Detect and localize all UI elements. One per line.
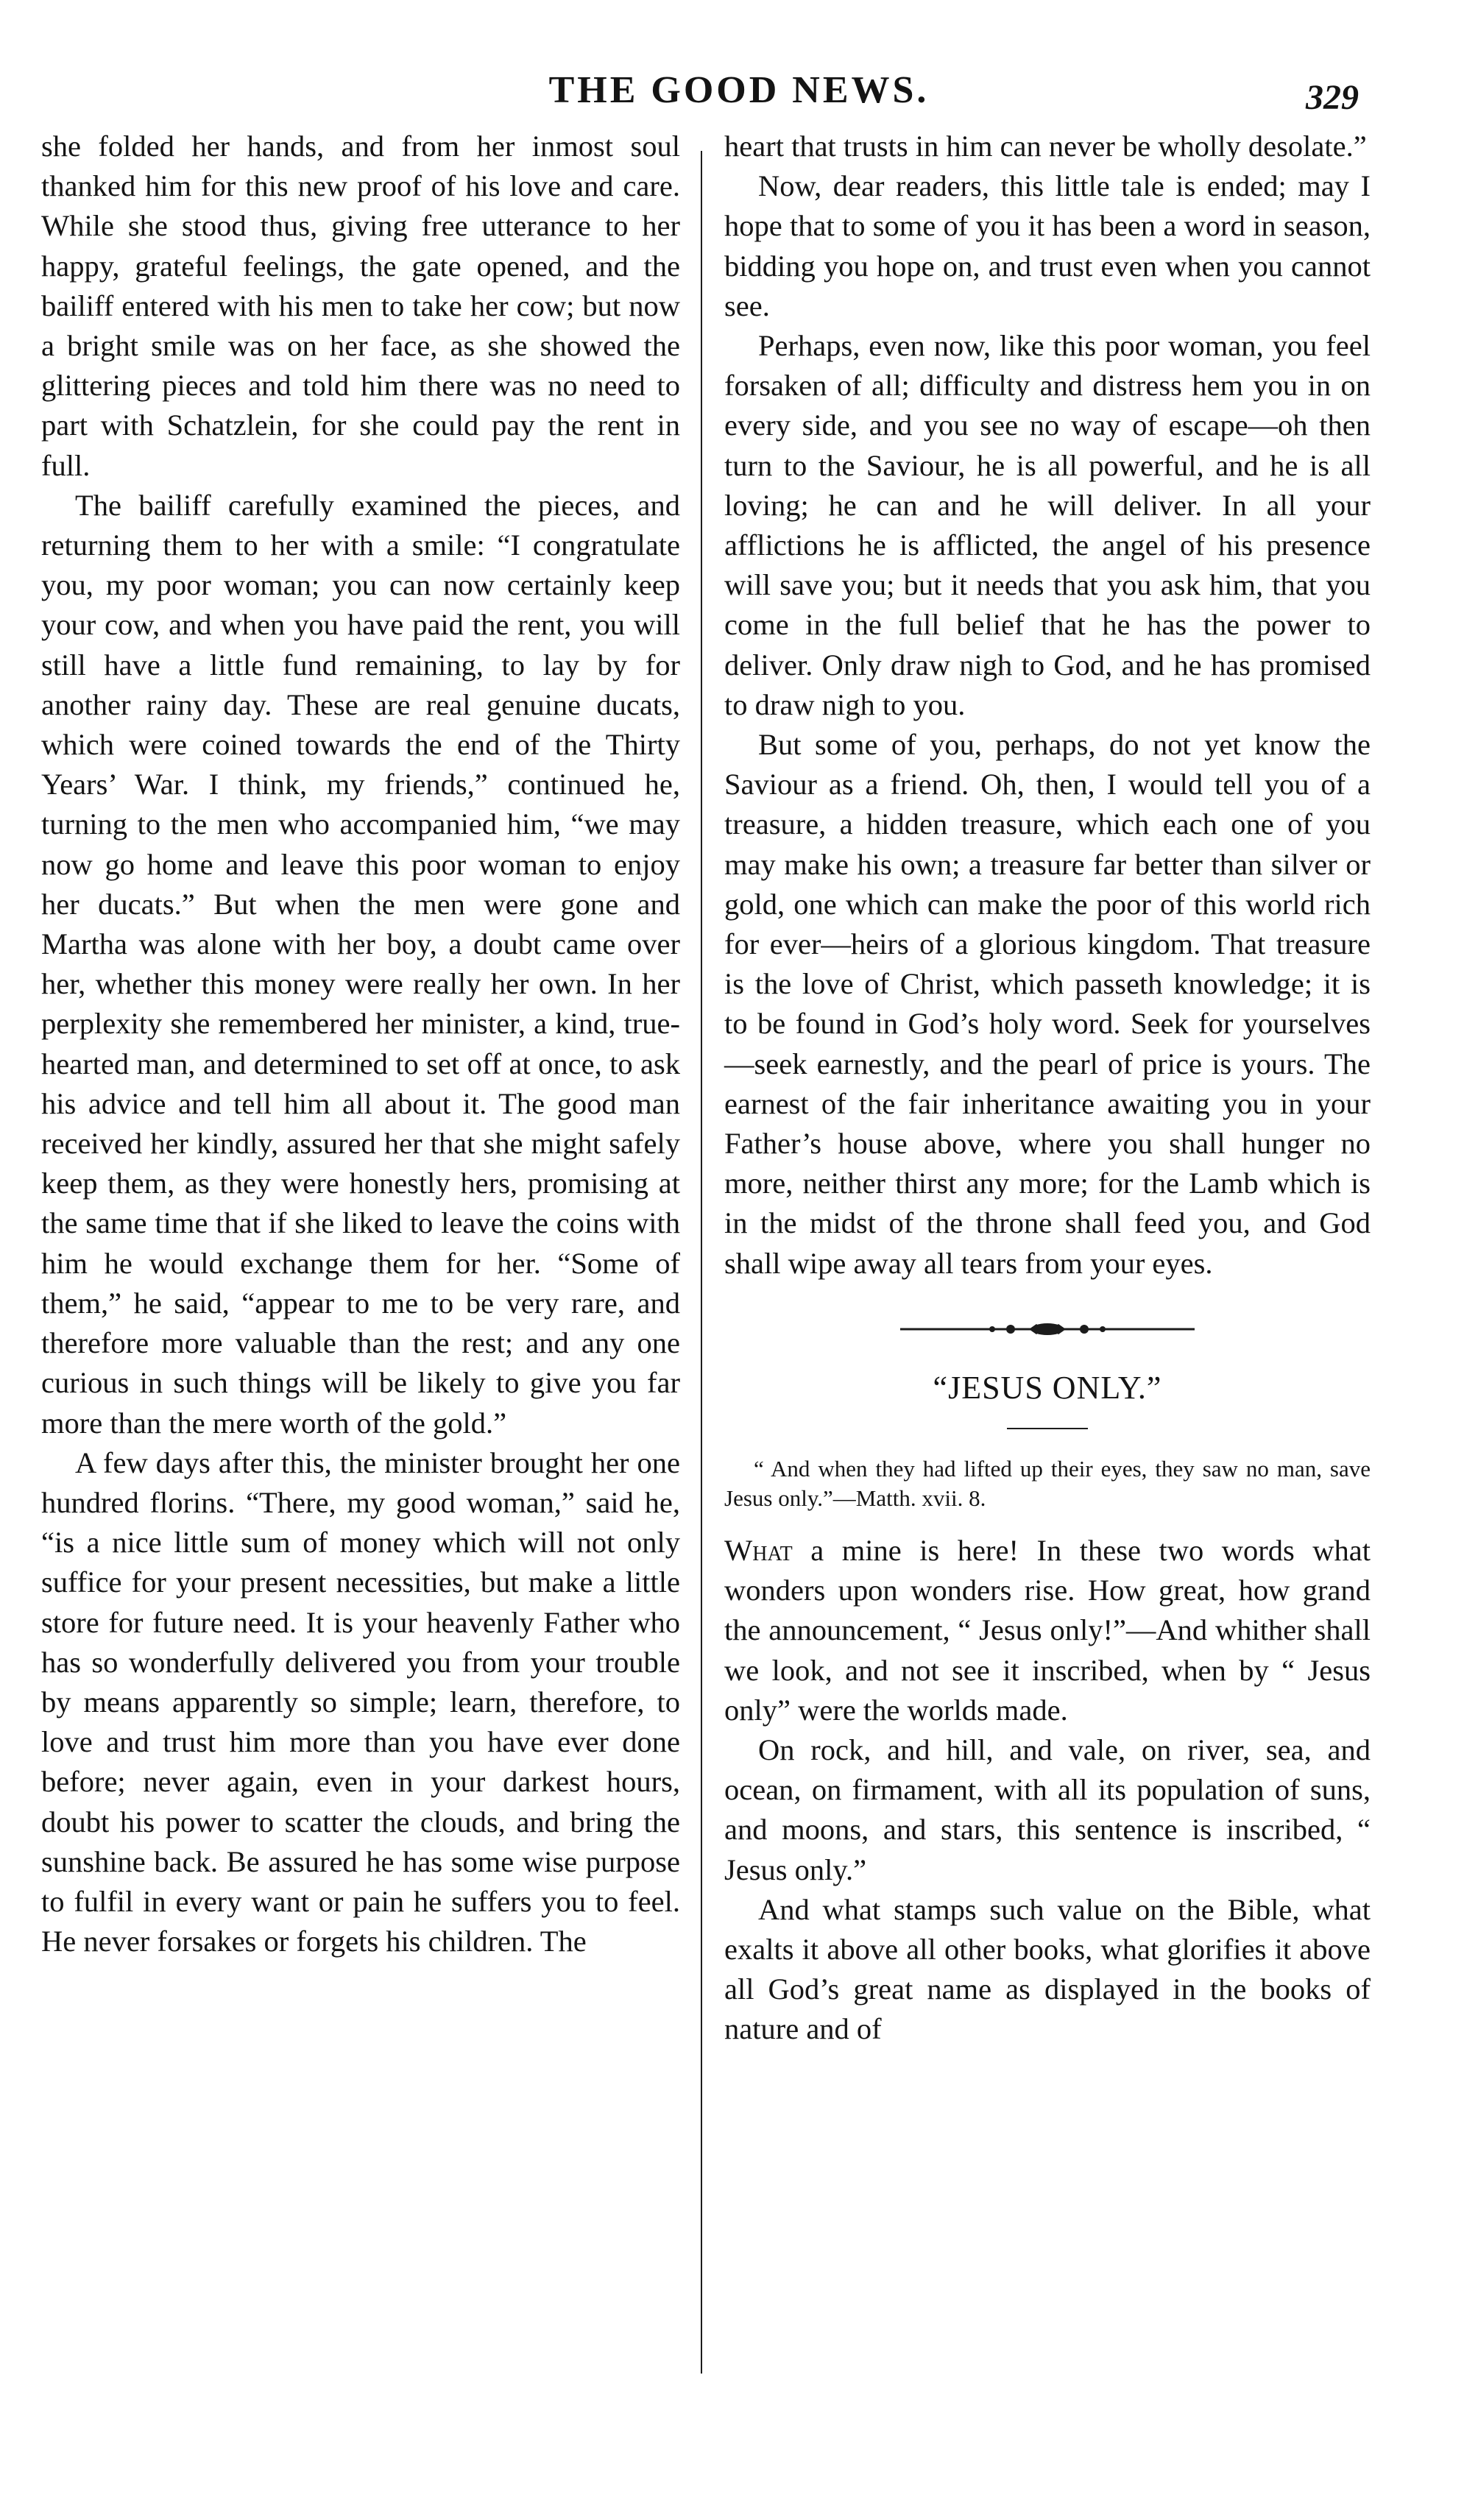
ornament-rule-icon bbox=[900, 1320, 1195, 1338]
page-number: 329 bbox=[1306, 78, 1359, 117]
paragraph: she folded her hands, and from her inmost soul thanked him for this new proof of his love and care. While she stood thus, giving free utterance to her happy, grateful feelings, the gate opened, and the bailiff entered with his men to take her cow; but now a bright smile was on her face, as she showed the glittering pieces and told him there was no need to part with Schatzlein, for she could pay the rent in full. bbox=[41, 130, 680, 482]
running-title: THE GOOD NEWS. bbox=[548, 69, 930, 111]
running-head bbox=[0, 65, 1478, 116]
first-paragraph-text: a mine is here! In these two words what wonders upon wonders rise. How great, how grand the announcement, “ Jesus only!”—And whither shall we look, and not see it inscribed, when by “ Jesus only” were the worlds made. bbox=[724, 1533, 1371, 1727]
title-rule bbox=[1007, 1428, 1088, 1429]
first-word: What bbox=[724, 1533, 793, 1567]
right-column bbox=[724, 127, 1371, 2050]
paragraph: heart that trusts in him can never be wholly desolate.” bbox=[724, 130, 1367, 163]
paragraph: The bailiff carefully examined the pieces, and returning them to her with a smile: “I congratulate you, my poor woman; you can now certainly keep your cow, and when you have paid the rent, you will still have a little fund remaining, to lay by for another rainy day. These are real genuine ducats, which were coined towards the end of the Thirty Years’ War. I think, my friends,” continued he, turning to the men who accompanied him, “we may now go home and leave this poor woman to enjoy her ducats.” But when the men were gone and Martha was alone with her boy, a doubt came over her, whether this money were really her own. In her perplexity she remembered her minister, a kind, true-hearted man, and determined to set off at once, to ask his advice and tell him all about it. The good man received her kindly, assured her that she might safely keep them, as they were honestly hers, promising at the same time that if she liked to leave the coins with him he would exchange them for her. “Some of them,” he said, “appear to me to be very rare, and therefore more valuable than the rest; and any one curious in such things will be likely to give you far more than the mere worth of the gold.” bbox=[41, 488, 680, 1440]
epigraph: “ And when they had lifted up their eyes, they saw no man, save Jesus only.”—Matth. xvii. 8. bbox=[724, 1455, 1371, 1511]
paragraph: Perhaps, even now, like this poor woman, you feel forsaken of all; difficulty and distress hem you in on every side, and you see no way of escape—oh then turn to the Saviour, he is all powerful, and he is all loving; he can and he will deliver. In all your afflictions he is afflicted, the angel of his presence will save you; but it needs that you ask him, that you come in the full belief that he has the power to deliver. Only draw nigh to God, and he has promised to draw nigh to you. bbox=[724, 329, 1371, 721]
paragraph: And what stamps such value on the Bible, what exalts it above all other books, what glorifies it above all God’s great name as displayed in the books of nature and of bbox=[724, 1892, 1371, 2046]
column-divider bbox=[701, 151, 702, 2374]
paragraph: A few days after this, the minister brought her one hundred florins. “There, my good woman,” said he, “is a nice little sum of money which will not only suffice for your present necessities, but make a little store for future need. It is your heavenly Father who has so wonderfully delivered you from your trouble by means apparently so simple; learn, therefore, to love and trust him more than you have ever done before; never again, even in your darkest hours, doubt his power to scatter the clouds, and bring the sunshine back. Be assured he has some wise purpose to fulfil in every want or pain he suffers you to feel. He never forsakes or forgets his children. The bbox=[41, 1445, 680, 1958]
paragraph: On rock, and hill, and vale, on river, sea, and ocean, on firmament, with all its population of suns, and moons, and stars, this sentence is inscribed, “ Jesus only.” bbox=[724, 1733, 1371, 1886]
left-column bbox=[41, 127, 680, 1961]
section-ornament bbox=[724, 1306, 1371, 1353]
paragraph: Now, dear readers, this little tale is ended; may I hope that to some of you it has been a word in season, bidding you hope on, and trust even when you cannot see. bbox=[724, 169, 1371, 322]
paragraph: But some of you, perhaps, do not yet know the Saviour as a friend. Oh, then, I would tell you of a treasure, a hidden treasure, which each one of you may make his own; a treasure far better than silver or gold, one which can make the poor of this world rich for ever—heirs of a glorious kingdom. That treasure is the love of Christ, which passeth knowledge; it is to be found in God’s holy word. Seek for yourselves—seek earnestly, and the pearl of price is yours. The earnest of the fair inheritance awaiting you in your Father’s house above, where you shall hunger no more, neither thirst any more; for the Lamb which is in the midst of the throne shall feed you, and God shall wipe away all tears from your eyes. bbox=[724, 728, 1371, 1280]
article-first-paragraph bbox=[724, 1531, 1371, 1730]
article-title: “JESUS ONLY.” bbox=[933, 1369, 1162, 1406]
